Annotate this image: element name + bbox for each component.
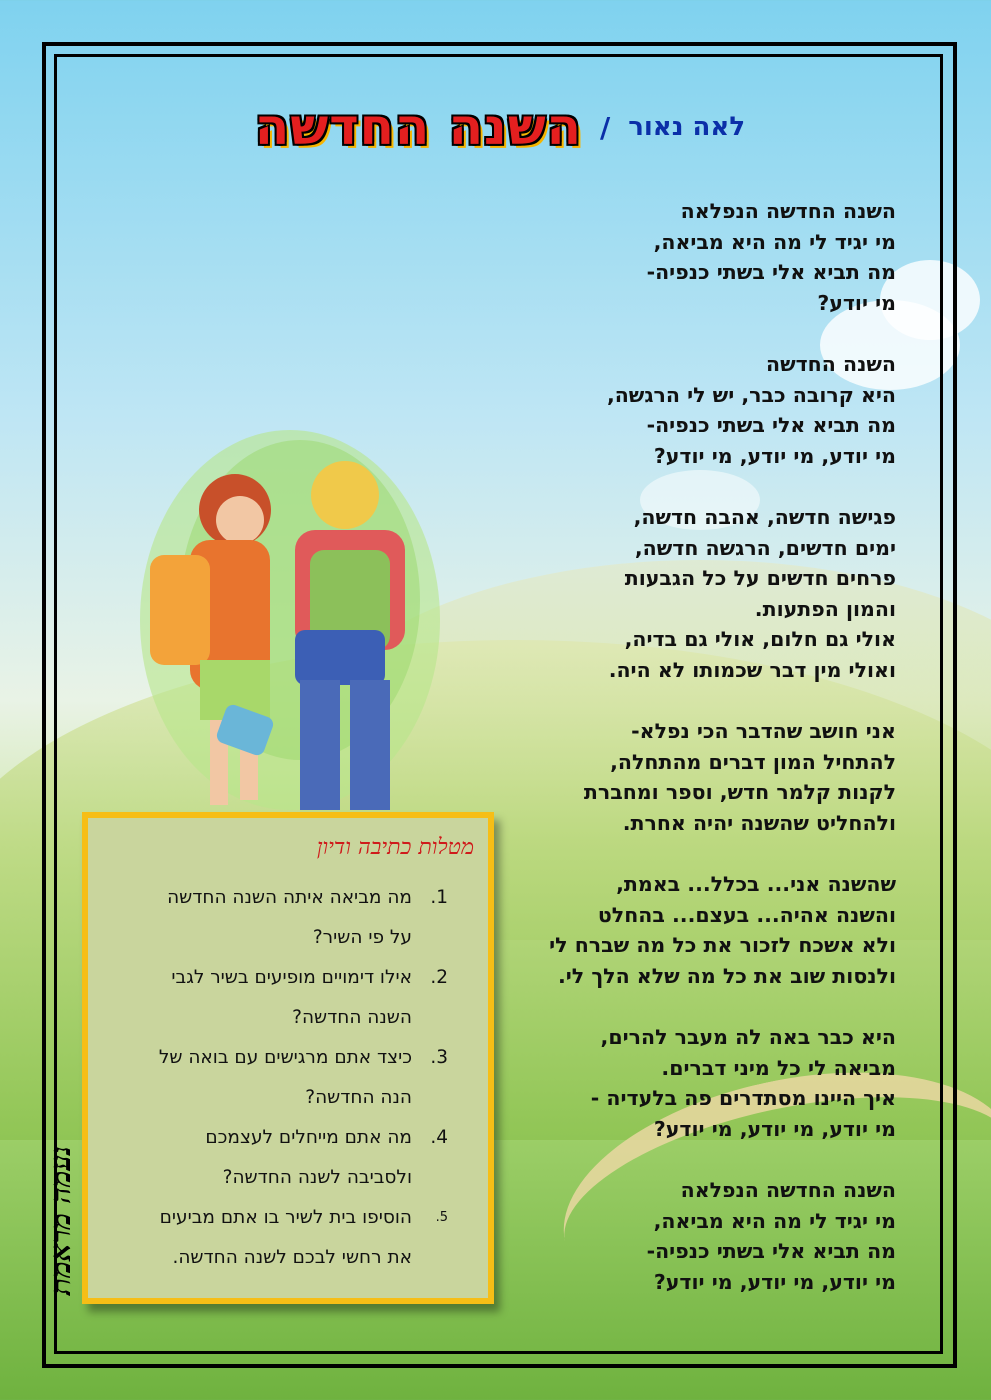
question-text: אילו דימויים מופיעים בשיר לגבי xyxy=(171,967,412,988)
poem-line: מי יודע, מי יודע, מי יודע? xyxy=(653,1269,896,1294)
questions-title: מטלות כתיבה ודיון xyxy=(316,835,474,860)
poem-line: מה תביא אלי בשתי כנפיה- xyxy=(646,413,896,438)
poem-line: ולנסות שוב את כל מה שלא הלך לי. xyxy=(557,963,896,988)
poem-line: מי יגיד לי מה היא מביאה, xyxy=(653,1208,896,1233)
page-title: השנה החדשה xyxy=(254,98,582,156)
question-text: מה אתם מייחלים לעצמכם xyxy=(205,1127,412,1148)
poem-line: השנה החדשה הנפלאה xyxy=(680,199,896,223)
poem-line: מי יגיד לי מה היא מביאה, xyxy=(653,229,896,254)
children-illustration xyxy=(130,430,450,820)
question-text: כיצד אתם מרגישים עם בואה של xyxy=(158,1047,412,1068)
questions-list xyxy=(88,878,448,1278)
poem-line: שהשנה אני... בכלל... באמת, xyxy=(616,872,896,897)
question-text: השנה החדשה? xyxy=(292,1007,412,1028)
poem-stanza xyxy=(476,869,896,991)
question-item xyxy=(88,1038,448,1118)
poem-line: אני חושב שהדבר הכי נפלא- xyxy=(631,719,896,744)
poem-stanza xyxy=(476,196,896,318)
author-signature xyxy=(42,1120,92,1300)
poem-line: פרחים חדשים על כל הגבעות xyxy=(624,566,896,591)
question-item xyxy=(88,878,448,958)
poem-line: והשנה אהיה... בעצם... בהחלט xyxy=(597,902,896,927)
poem-line: היא קרובה כבר, יש לי הרגשה, xyxy=(606,382,896,407)
question-number: 5. xyxy=(435,1210,448,1225)
question-text: את רחשי לבכם לשנה החדשה. xyxy=(172,1247,412,1268)
poem-line: להתחיל המון דברים מהתחלה, xyxy=(610,749,896,774)
poem-stanza xyxy=(476,1022,896,1144)
questions-box xyxy=(82,812,494,1304)
question-text: הוסיפו בית לשיר בו אתם מביעים xyxy=(159,1207,412,1228)
header xyxy=(150,92,850,162)
poem-line: מה תביא אלי בשתי כנפיה- xyxy=(646,1239,896,1264)
poem-line: לקנות קלמר חדש, וספר ומחברת xyxy=(583,780,896,805)
author-name: לאה נאור xyxy=(628,112,746,142)
poem-stanza xyxy=(476,502,896,686)
poem-stanza xyxy=(476,349,896,471)
poem-line: ואולי מין דבר שכמותו לא היה. xyxy=(608,657,896,682)
question-text: הנה החדשה? xyxy=(305,1087,412,1108)
poem-stanza xyxy=(476,716,896,838)
poem-line: השנה החדשה הנפלאה xyxy=(680,1178,896,1202)
question-item xyxy=(88,958,448,1038)
question-item xyxy=(88,1118,448,1198)
question-text: על פי השיר? xyxy=(312,927,412,948)
question-number: 3. xyxy=(430,1047,448,1068)
question-number: 4. xyxy=(430,1127,448,1148)
question-item xyxy=(88,1198,448,1278)
poem-line: היא כבר באה לה מעבר להרים, xyxy=(600,1025,896,1050)
poem-line: פגישה חדשה, אהבה חדשה, xyxy=(633,504,896,529)
poem-line: ולהחליט שהשנה יהיה אחרת. xyxy=(622,810,896,835)
poem-line: והמון הפתעות. xyxy=(754,596,896,621)
question-number: 1. xyxy=(430,887,448,908)
question-text: ולסביבה לשנה החדשה? xyxy=(222,1167,412,1188)
question-number: 2. xyxy=(430,967,448,988)
poem-line: מי יודע, מי יודע, מי יודע? xyxy=(653,1116,896,1141)
poem-line: מה תביא אלי בשתי כנפיה- xyxy=(646,260,896,285)
poem-line: ימים חדשים, הרגשה חדשה, xyxy=(634,535,896,560)
poem-stanza xyxy=(476,1175,896,1297)
poem-text xyxy=(476,196,896,1328)
question-text: מה מביאה איתה השנה החדשה xyxy=(167,887,412,908)
poem-line: מי יודע? xyxy=(817,290,896,315)
poem-line: השנה החדשה xyxy=(766,351,896,376)
poem-line: מביאה לי כל מיני דברים. xyxy=(661,1055,896,1080)
poem-line: מי יודע, מי יודע, מי יודע? xyxy=(653,443,896,468)
title-separator: / xyxy=(599,110,611,144)
poem-line: ולא אשכח לזכור את כל מה שברח לי xyxy=(549,933,896,958)
svg-text:נעמה מראמת: נעמה מראמת xyxy=(44,1145,77,1295)
poem-line: איך היינו מסתדרים פה בלעדיה - xyxy=(590,1086,896,1111)
poem-line: אולי גם חלום, אולי גם בדיה, xyxy=(624,627,896,652)
